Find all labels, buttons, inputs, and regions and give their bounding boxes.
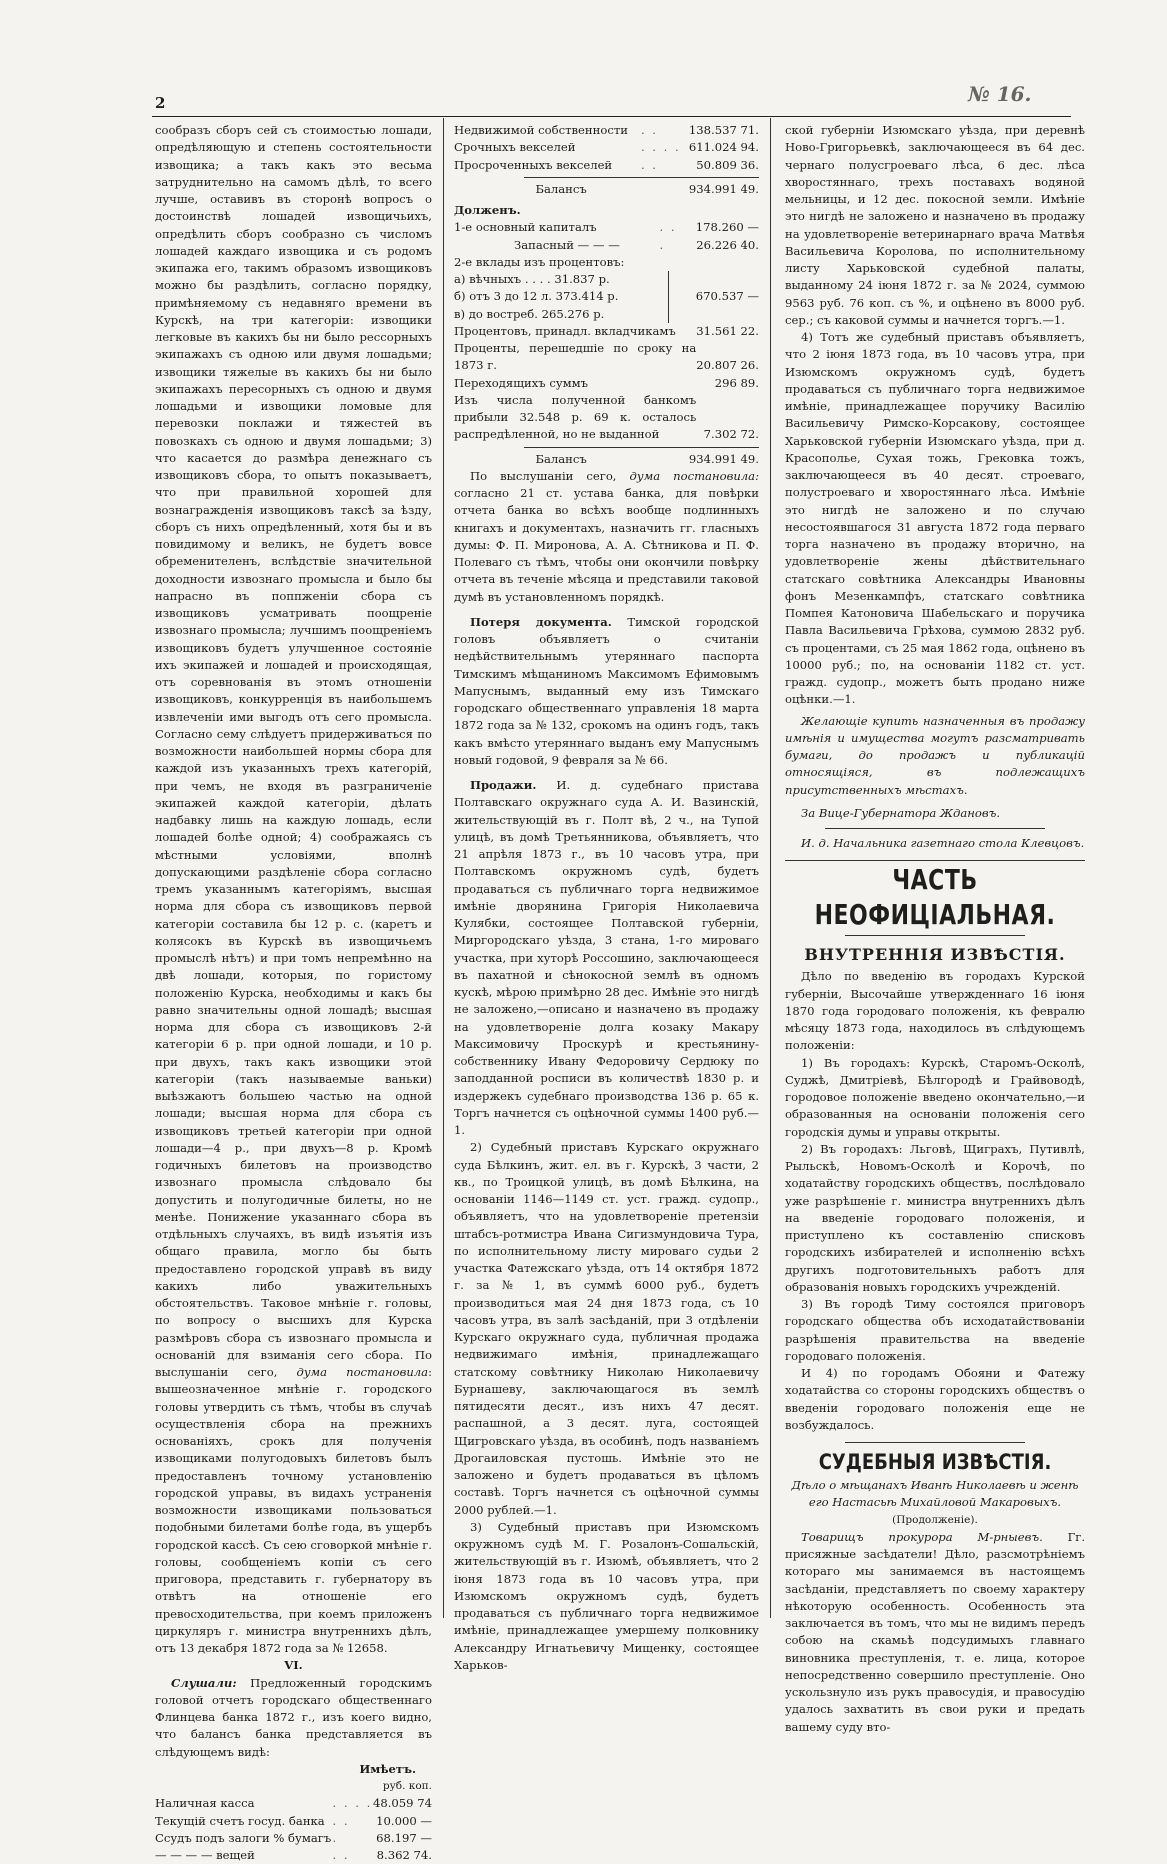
- paragraph: Товарищъ прокурора М-рныевъ. Гг. присяжные засѣдатели! Дѣло, разсмотрѣніемъ котораго мы занимаемся въ настоящемъ засѣданіи, представляетъ по своему характеру нѣкоторую особенность. Особенность эта заключается въ томъ, что мы не видимъ передъ собою на скамьѣ подсудимыхъ главнаго виновника преступленія, т. е. лица, которое непосредственно совершило преступленіе. Оно ускользнуло изъ рукъ правосудія, и правосудію удалось захватить въ свои руки и предать вашему суду вто-: [785, 1529, 1086, 1734]
- row-label: Недвижимой собственности: [454, 123, 628, 137]
- table-row: [454, 271, 759, 288]
- row-label: Запасный — — —: [514, 237, 620, 252]
- row-label: Срочныхъ векселей: [454, 140, 576, 155]
- liabilities-table-2: [454, 323, 759, 444]
- assets-table: [155, 1795, 432, 1864]
- paragraph: 4) Тотъ же судебный приставъ объявляетъ, что 2 іюня 1873 года, въ 10 часовъ утра, при Изюмскомъ окружномъ судѣ, будетъ продаваться съ публичнаго торга недвижимое имѣніе, принадлежащее поручику Василію Васильевичу Римско-Корсакову, состоящее Харьковской губерніи Изюмскаго уѣзда, при д. Красополье, Сухая тожь, Грековка тожъ, заключающееся въ 40 десят. строеваго, полустроеваго и хворостяннаго лѣса. Имѣніе это нигдѣ не заложено и по случаю несостоявшагося 31 августа 1872 года перваго торга назначено въ продажу вторично, на удовлетвореніе жены дѣйствительнаго статскаго совѣтника Александры Ивановны фонъ Мезенкампфъ, статскаго совѣтника Помпея Катоновича Шабельскаго и поручика Павла Васильевича Грѣхова, суммою 2832 руб. съ процентами, съ 25 мая 1862 года, оцѣнено въ 10000 руб.; по, на основаніи 1182 ст. уст. гражд. судопр., можетъ быть продано ниже оцѣнки.—1.: [785, 330, 1085, 707]
- liabilities-heading: Долженъ.: [454, 203, 521, 217]
- table-row: [454, 392, 759, 444]
- table-row: — — — — вещей . . 8.362 74.: [155, 1847, 432, 1864]
- sum-rule: [524, 447, 759, 448]
- row-label: — — — — вещей: [155, 1848, 255, 1862]
- row-value: 138.537 71.: [688, 123, 759, 137]
- row-value: 20.807 26.: [696, 358, 759, 373]
- paragraph: ской губерніи Изюмскаго уѣзда, при деревнѣ Ново-Григорьевкѣ, заключающееся въ 64 дес. чернаго полусгроеваго лѣса, 6 дес. лѣса хворостяннаго, трехъ поставахъ водяной мельницы, и 12 дес. покосной земли. Имѣніе это нигдѣ не заложено и назначено въ продажу на удовлетвореніе ветеринарнаго врача Матвѣя Васильевича Королова, по исполнительному листу Харьковской судебной палаты, выданному 24 іюня 1872 г. за № 2024, суммою 9563 руб. 76 коп. съ %, и оцѣнено въ 8000 руб. сер.; съ каковой суммы и начнется торгъ.—1.: [785, 123, 1085, 327]
- table-row: Наличная касса . . . . 48.059 74: [155, 1795, 432, 1812]
- table-row: Просроченныхъ векселей . . 50.809 36.: [454, 157, 759, 174]
- deposits-table: [454, 271, 759, 323]
- row-value: 50.809 36.: [696, 157, 759, 172]
- row-value: 296 89.: [714, 375, 759, 390]
- section-title: ВНУТРЕННІЯ ИЗВѢСТІЯ.: [804, 945, 1066, 965]
- balance-value: 934.991 49.: [688, 181, 759, 196]
- decision-label: дума постановила:: [629, 468, 760, 483]
- notice: Желающіе купить назначенныя въ продажу имѣнія и имущества могутъ разсматривать бумаги, до продажъ и публикацій относящіяся, въ подлежащихъ присутственныхъ мѣстахъ.: [785, 713, 1085, 797]
- row-value: 68.197 —: [376, 1830, 432, 1845]
- table-row: 1-е основный капиталъ . . 178.260 —: [454, 219, 759, 236]
- deposits-total: 670.537 —: [668, 271, 759, 323]
- balance-label: Балансъ: [535, 181, 587, 196]
- row-value: 48.059 74: [372, 1796, 432, 1811]
- table-row: Текущій счетъ госуд. банка . . 10.000 —: [155, 1813, 432, 1830]
- row-label: Переходящихъ суммъ: [454, 375, 589, 390]
- page-number: 2: [155, 94, 166, 112]
- header-rule: [152, 116, 1071, 117]
- column-1: [155, 122, 432, 1864]
- divider: [825, 828, 1045, 829]
- paragraph: 1) Въ городахъ: Курскѣ, Старомъ-Осколѣ, Суджѣ, Дмитріевѣ, Бѣлгородѣ и Грайвоводѣ, городовое положеніе введено окончательно,—и образованныя на основаніи положенія сего городскія думы и управы открыты.: [785, 1055, 1085, 1139]
- balance-row: [454, 451, 759, 468]
- table-row: Недвижимой собственности . . 138.537 71.: [454, 122, 759, 139]
- balance-value: 934.991 49.: [688, 451, 759, 466]
- divider: [785, 860, 1085, 861]
- row-label: Изъ числа полученной банкомъ прибыли 32.548 р. 69 к. осталось распредѣленной, но не выданной: [454, 392, 697, 442]
- column-2: [454, 122, 759, 1674]
- part-title: ЧАСТЬ НЕОФИЦІАЛЬНАЯ.: [814, 865, 1056, 932]
- paragraph: Слушали: Предложенный городскимъ головой отчетъ городскаго общественнаго Флинцева банка 1872 г., изъ коего видно, что балансъ банка представляется въ слѣдующемъ видѣ:: [155, 1675, 432, 1759]
- issue-number: № 16.: [968, 82, 1032, 106]
- signature: За Вице-Губернатора Ждановъ.: [801, 805, 1001, 820]
- table-row: Срочныхъ векселей . . . . 611.024 94.: [454, 139, 759, 156]
- row-label: Проценты, перешедшіе по сроку на 1873 г.: [454, 341, 697, 373]
- row-value: 178.260 —: [695, 220, 759, 235]
- case-title: Дѣло о мѣщанахъ Иванѣ Николаевѣ и женѣ его Настасьѣ Михайловой Макаровыхъ.: [791, 1478, 1079, 1510]
- column-divider: [443, 118, 444, 1618]
- row-label: б) отъ 3 до 12 л. 373.414 р.: [454, 289, 619, 304]
- paragraph: сообразъ сборъ сей съ стоимостью лошади, опредѣляющую и степень состоятельности извощика; а такъ какъ это весьма затруднительно на самомъ дѣлѣ, то всего лучше, оставивъ въ сторонѣ вопросъ о достоинствѣ лошадей извощичьихъ, опредѣлить сборъ сообразно съ числомъ лошадей каждаго извощика и съ родомъ экипажа его, такимъ образомъ извощиковъ можно бы раздѣлить, согласно порядку, примѣняемому съ недавняго времени въ Курскѣ, на три категоріи: извощики легковые въ какихъ бы ни было рессорныхъ экипажахъ съ одною или двумя лошадьми; извощики тяжелые въ какихъ бы ни было экипажахъ пересорныхъ съ одною и двумя лошадьми и извощики ломовые для перевозки поклажи и тяжестей въ повозкахъ съ одною и двумя лошадьми; 3) что касается до размѣра денежнаго съ извощиковъ сбора, то опытъ показываетъ, что при правильной хорошей для вознагражденія извощиковъ таксѣ за ѣзду, сборъ съ нихъ опредѣленный, хотя бы и въ повидимому и великъ, не будетъ вовсе обременителенъ, вслѣдствіе значительной доходности извознаго промысла и было бы напрасно въ поппженіи сбора съ извощиковъ усматривать поощреніе извознаго промысла; лучшимъ поощреніемъ извощиковъ будетъ улучшенное состояніе ихъ экипажей и лошадей и происходящая, отъ соревнованія въ этомъ отношеніи извощиковъ, конкурренція въ наибольшемъ извлеченіи ими выгодъ отъ сего промысла. Согласно сему слѣдуетъ придерживаться по возможности наибольшей нормы сбора для каждой изъ указанныхъ трехъ категорій, при чемъ, не входя въ разграниченіе экипажей каждой категоріи, дѣлать надбавку лишь на каждую лошадь, если лошадей болѣе одной; 4) соображаясь съ мѣстными условіями, вполнѣ допускающими раздѣленіе сбора согласно тремъ указаннымъ категоріямъ, высшая норма для сбора съ извощиковъ первой категоріи составила бы 12 р. с. (каретъ и колясокъ въ Курскѣ въ извощичьемъ промыслѣ нѣтъ) и при томъ непремѣнно на двѣ лошади, которыя, по гористому положенію Курска, необходимы и какъ бы равно значительны одной лошадѣ; высшая норма для сбора съ извощиковъ 2-й категоріи 6 р. при одной лошади, и 10 р. при двухъ, такъ какъ извощики этой категоріи (такъ называемые ваньки) выѣзжаютъ большею частью на одной лошади; высшая норма для сбора съ извощиковъ третьей категоріи при одной лошади—4 р., при двухъ—8 р. Кромѣ годичныхъ билетовъ на производство извознаго промысла слѣдовало бы допустить и полугодичные билеты, но не менѣе. Понижение указаннаго сбора въ отдѣльныхъ случаяхъ, въ видѣ изъятія изъ общаго правила, могло бы быть предоставлено городской управѣ въ виду какихъ либо уважительныхъ обстоятельствъ. Таковое мнѣніе г. головы, по вопросу о высшихъ для Курска размѣровъ сбора съ извознаго промысла и основаній для взиманія сего сбора. По выслушаніи сего, дума постановила: вышеозначенное мнѣніе г. городского головы утвердить съ тѣмъ, чтобы въ случаѣ осуществленія сбора на прежнихъ основаніяхъ, срокъ для полученія извощиками полугодовыхъ билетовъ былъ предоставленъ точному установленію городской управы, въ видахъ устраненія возможности извощиками пользоваться подобными билетами болѣе года, въ ущербъ городской кассѣ. Съ сею сговоркой мнѣніе г. головы, сообщеніемъ копіи съ сего приговора, представить г. губернатору въ отвѣтъ на отношеніе его превосходительства, при коемъ приложенъ циркуляръ г. министра внутреннихъ дѣлъ, отъ 13 декабря 1872 года за № 12658.: [155, 123, 432, 1655]
- table-row: Ссудъ подъ залоги % бумагъ . 68.197 —: [155, 1830, 432, 1847]
- sum-rule: [524, 177, 759, 178]
- paragraph: 3) Судебный приставъ при Изюмскомъ окружномъ судѣ М. Г. Розалонъ-Сошальскій, жительствующій въ г. Изюмѣ, объявляетъ, что 2 іюня 1873 года въ 10 часовъ утра, при Изюмскомъ окружномъ судѣ, будетъ продаваться съ публичнаго торга недвижимое имѣніе, принадлежащее умершему полковнику Александру Игнатьевичу Мищенку, состоящее Харьков-: [454, 1519, 759, 1672]
- paragraph: Продажи. И. д. судебнаго пристава Полтавскаго окружнаго суда А. И. Вазинскій, жительствующій въ г. Полт вѣ, 2 ч., на Тупой улицѣ, въ домѣ Третьянникова, объявляетъ, что 21 апрѣля 1873 г., въ 10 часовъ утра, при Полтавскомъ окружномъ судѣ, будетъ продаваться съ публичнаго торга недвижимое имѣніе дворянина Григорія Николаевича Кулябки, состоящее Полтавской губерніи, Миргородскаго уѣзда, 3 стана, 1-го мироваго участка, при хуторѣ Россошино, заключающееся въ пахатной и сѣнокосной землѣ въ одномъ кускѣ, мѣрою примѣрно 28 дес. Имѣніе это нигдѣ не заложено,—описано и назначено въ продажу на удовлетвореніе долга козаку Макару Максимовичу Проскурѣ и крестьянину-собственнику Ивану Федоровичу Сердюку по заподданной росписи въ количествѣ 1830 р. и издержекъ судебнаго производства 136 р. 65 к. Торгъ начнется съ оцѣночной суммы 1400 руб.—1.: [454, 778, 759, 1137]
- row-value: 31.561 22.: [696, 323, 759, 338]
- paragraph: 2) Судебный приставъ Курскаго окружнаго суда Бѣлкинъ, жит. ел. въ г. Курскѣ, 3 части, 2 кв., по Троицкой улицѣ, въ домѣ Бѣлкина, на основаніи 1146—1149 ст. уст. гражд. судопр., объявляетъ, что на удовлетвореніе претензіи штабсъ-ротмистра Ивана Сигизмундовича Тура, по исполнительному листу мироваго судьи 2 участка Фатежскаго уѣзда, отъ 14 октября 1872 г. за № 1, въ суммѣ 6000 руб., будетъ производиться мая 24 дня 1873 года, съ 10 часовъ утра, въ залѣ засѣданій, при 3 отдѣленіи Курскаго окружнаго суда, публичная продажа недвижимаго имѣнія, принадлежащаго статскому совѣтнику Николаю Николаевичу Бурнашеву, заключающагося въ землѣ пятидесяти десят., изъ нихъ 47 десят. распашной, а 3 десят. луга, состоящей Щигровскаго уѣзда, въ особинѣ, подъ названіемъ Дрогаиловская пустошь. Имѣніе это не заложено и будетъ продаваться въ цѣломъ составѣ. Торгъ начнется съ оцѣночной суммы 2000 рублей.—1.: [454, 1140, 759, 1517]
- balance-label: Балансъ: [535, 451, 587, 466]
- row-label: 1-е основный капиталъ: [454, 220, 597, 235]
- column-3: [785, 122, 1085, 1736]
- deposits-label: 2-е вклады изъ процентовъ:: [454, 254, 625, 269]
- assets-heading: Имѣетъ.: [359, 1761, 416, 1776]
- row-value: 8.362 74.: [376, 1848, 432, 1862]
- continued-label: (Продолженіе).: [892, 1513, 978, 1526]
- section-title: СУДЕБНЫЯ ИЗВѢСТІЯ.: [818, 1449, 1052, 1475]
- column-divider: [770, 118, 771, 1618]
- row-value: 10.000 —: [376, 1813, 432, 1828]
- row-label: Наличная касса: [155, 1796, 255, 1811]
- table-row: [454, 375, 759, 392]
- speaker: Товарищъ прокурора М-рныевъ.: [801, 1529, 1043, 1544]
- row-label: Процентовъ, принадл. вкладчикамъ: [454, 323, 676, 338]
- notice-title: Потеря документа.: [470, 614, 612, 629]
- signature: И. д. Начальника газетнаго стола Клевцовъ.: [801, 836, 1085, 850]
- liabilities-table: [454, 219, 759, 254]
- section-number: VI.: [284, 1658, 303, 1673]
- paragraph: Потеря документа. Тимской городской головъ объявляетъ о считаніи недѣйствительнымъ утеряннаго паспорта Тимскимъ мѣщаниномъ Максимомъ Ефимовымъ Мапуснымъ, выданный ему изъ Тимскаго городскаго общественнаго управленія 18 марта 1872 года за № 132, срокомъ на одинъ годъ, такъ какъ вмѣсто утеряннаго выданъ ему Мапуснымъ новый годовой, 9 февраля за № 66.: [454, 614, 759, 767]
- paragraph: Дѣло по введенію въ городахъ Курской губерніи, Высочайше утвержденнаго 16 іюня 1870 года городоваго положенія, къ февралю мѣсяцу 1873 года, находилось въ слѣдующемъ положеніи:: [785, 969, 1085, 1053]
- table-row: [454, 323, 759, 340]
- units-label: руб. коп.: [382, 1780, 432, 1792]
- divider: [845, 935, 1025, 936]
- paragraph: По выслушаніи сего, дума постановила: согласно 21 ст. устава банка, для повѣрки отчета банка во всѣхъ вообще подлинныхъ книгахъ и документахъ, назначить гг. гласныхъ думы: Ф. П. Миронова, А. А. Сѣтникова и П. Ф. Полеваго съ тѣмъ, чтобы они окончили повѣрку отчета въ теченіе мѣсяца и представили таковой думѣ въ установленномъ порядкѣ.: [454, 468, 760, 604]
- paragraph: И 4) по городамъ Обояни и Фатежу ходатайства со стороны городскихъ обществъ о введеніи городоваго положенія еще не возбуждалось.: [785, 1366, 1085, 1432]
- table-row: Запасный — — — . 26.226 40.: [454, 237, 759, 254]
- assets-table-continued: [454, 122, 759, 174]
- row-label: в) до востреб. 265.276 р.: [454, 306, 605, 321]
- slushali-label: Слушали:: [171, 1675, 237, 1690]
- row-value: 26.226 40.: [696, 237, 759, 252]
- balance-row: [454, 181, 759, 198]
- row-value: 611.024 94.: [688, 140, 759, 155]
- paragraph: 2) Въ городахъ: Льговѣ, Щиграхъ, Путивлѣ, Рыльскѣ, Новомъ-Осколѣ и Корочѣ, по ходатайству городскихъ обществъ, послѣдовало уже разрѣшеніе г. министра внутреннихъ дѣлъ на введеніе городоваго положенія, и приступлено къ составленію списковъ городскихъ избирателей и исполненію всѣхъ другихъ подготовительныхъ работъ для образованія новыхъ городскихъ учрежденій.: [785, 1141, 1085, 1294]
- paragraph: 3) Въ городѣ Тиму состоялся приговоръ городскаго общества объ исходатайствованіи разрѣшенія правительства на введеніе городоваго положенія.: [785, 1297, 1085, 1363]
- row-label: Просроченныхъ векселей: [454, 157, 613, 172]
- table-row: [454, 340, 759, 375]
- decision-label: дума постановила: [296, 1365, 429, 1379]
- row-label: Ссудъ подъ залоги % бумагъ: [155, 1830, 332, 1845]
- divider: [845, 1442, 1025, 1443]
- row-label: Текущій счетъ госуд. банка: [155, 1813, 325, 1828]
- notice-title: Продажи.: [470, 778, 537, 792]
- row-label: а) вѣчныхъ . . . . 31.837 р.: [454, 272, 610, 286]
- row-value: 7.302 72.: [703, 427, 759, 442]
